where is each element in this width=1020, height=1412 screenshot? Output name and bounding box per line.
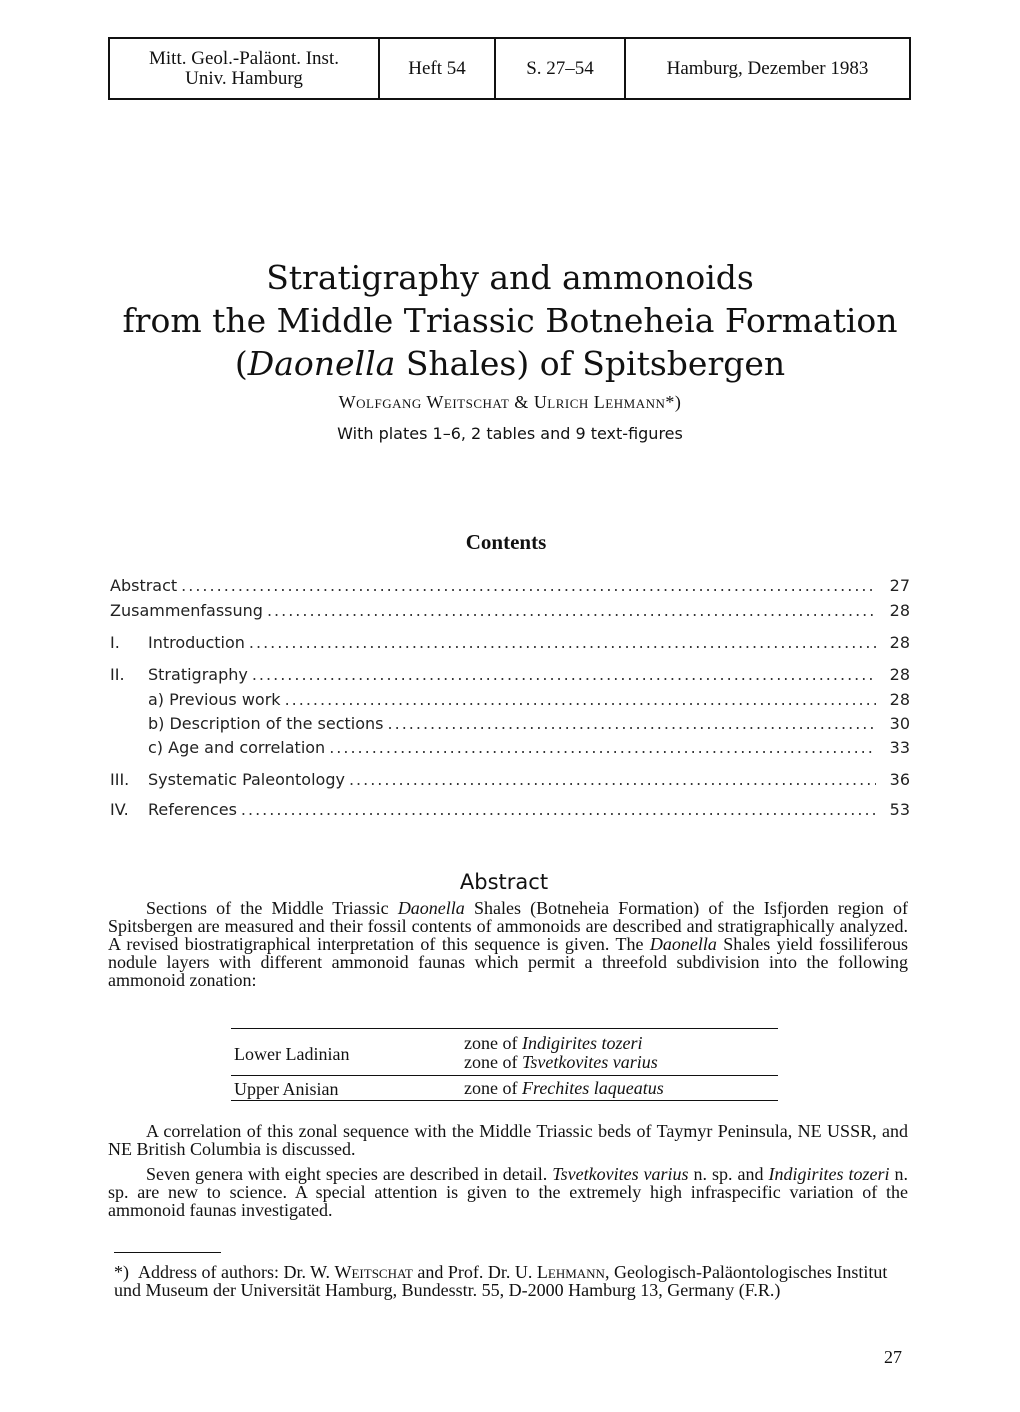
toc-entry-page: 28 [889,601,910,620]
toc-entry-label: Systematic Paleontology [148,770,345,789]
footnote-name-2: Lehmann [536,1262,605,1282]
title-line3-rest: Shales) of Spitsbergen [395,344,786,383]
toc-leader-dots [181,576,876,595]
toc-entry-number: IV. [110,800,129,819]
toc-entry-number: III. [110,770,130,789]
toc-leader-dots [267,601,876,620]
header-place-date: Hamburg, Dezember 1983 [666,57,869,79]
header-institute [110,39,380,98]
toc-entry-number: I. [110,633,120,652]
abstract-paragraph-1 [108,899,908,989]
p3-taxon-1: Tsvetkovites varius [552,1164,689,1184]
title-line2: from the Middle Triassic Botneheia Formation [122,301,898,340]
toc-entry-page: 28 [889,665,910,684]
toc-entry-page: 28 [889,633,910,652]
p3-text-a: Seven genera with eight species are described in detail. [146,1164,553,1184]
toc-entry-label: b) Description of the sections [148,714,384,733]
title-genus: Daonella [247,344,396,383]
zone-1-prefix: zone of [464,1033,522,1053]
toc-entry-page: 33 [889,738,910,757]
zonation-zone-1 [464,1034,642,1052]
author-footnote-mark: *) [665,392,682,412]
header-issue: Heft 54 [380,39,496,98]
zonation-stage-1: Lower Ladinian [234,1044,350,1064]
toc-entry-label: Abstract [110,576,178,595]
zone-3-prefix: zone of [464,1078,522,1098]
p3-text-c: n. sp. are new to science. A special attention is given to the extremely high infraspecific variation of the ammonoid faunas investigated. [108,1164,909,1220]
toc-leader-dots [285,690,876,709]
toc-entry-page: 28 [889,690,910,709]
footnote-rule [114,1252,221,1253]
toc-leader-dots [349,770,876,789]
title-line1: Stratigraphy and ammonoids [266,258,754,297]
toc-leader-dots [329,738,876,757]
toc-entry [110,800,910,824]
zone-2-taxon: Tsvetkovites varius [521,1052,658,1072]
toc-entry [110,714,910,738]
toc-entry-number: II. [110,665,125,684]
p1-genus-1: Daonella [397,898,465,918]
toc-leader-dots [249,633,876,652]
toc-entry-page: 53 [889,800,910,819]
authors [0,392,1020,413]
toc-leader-dots [252,665,876,684]
footnote-text-c: , Geologisch-Paläontologisches Institut und Museum der Universität Hamburg, Bundesstr. 55, D-2000 Hamburg 13, Germany (F.R.) [114,1262,888,1300]
p1-text-c: Shales yield fossiliferous nodule layers with different ammonoid faunas which permit a threefold subdivision into the following ammonoid zonation: [108,934,908,990]
p3-taxon-2: Indigirites tozeri [768,1164,890,1184]
author-1: Wolfgang Weitschat [338,392,510,412]
toc-leader-dots [241,800,876,819]
toc-entry-page: 30 [889,714,910,733]
abstract-paragraph-2: A correlation of this zonal sequence with the Middle Triassic beds of Taymyr Peninsula, NE USSR, and NE British Columbia is discussed. [108,1121,908,1159]
footnote-mark: *) [114,1262,129,1282]
zonation-stage-2: Upper Anisian [234,1079,339,1099]
author-2: Ulrich Lehmann [533,392,666,412]
header-institute-line1: Mitt. Geol.-Paläont. Inst. [149,47,339,69]
toc-entry [110,770,910,794]
toc-entry-page: 36 [889,770,910,789]
journal-header [108,37,911,100]
contents-heading: Contents [465,530,547,554]
toc-entry-label: Zusammenfassung [110,601,263,620]
zone-3-taxon: Frechites laqueatus [521,1078,664,1098]
title-line3 [0,342,1020,385]
zonation-zone-3 [464,1079,664,1097]
toc-entry [110,601,910,625]
toc-leader-dots [388,714,876,733]
abstract-paragraph-3 [108,1165,908,1219]
toc-entry-label: a) Previous work [148,690,281,709]
toc-entry [110,690,910,714]
author-amp: & [509,392,534,412]
zonation-bottom-rule [231,1100,778,1101]
zonation-zone-2 [464,1053,658,1071]
p3-text-b: n. sp. and [688,1164,769,1184]
footnote-text-a: Address of authors: Dr. W. [138,1262,335,1282]
toc-entry-page: 27 [889,576,910,595]
toc-entry-label: c) Age and correlation [148,738,326,757]
zonation-mid-rule [231,1075,778,1076]
toc-entry [110,633,910,657]
plates-info: With plates 1–6, 2 tables and 9 text-figures [337,424,683,443]
title-paren: ( [234,344,248,383]
footnote-text-b: and Prof. Dr. U. [412,1262,537,1282]
p1-genus-2: Daonella [649,934,717,954]
zone-1-taxon: Indigirites tozeri [521,1033,643,1053]
page-number: 27 [884,1347,902,1367]
p1-text-b: Shales (Botneheia Formation) of the Isfjorden region of Spitsbergen are measured and their fossil contents of ammonoids are described and stratigraphically analyzed. A revised biostratigraphical interpretation of this sequence is given. The [108,898,908,954]
p1-text-a: Sections of the Middle Triassic [146,898,398,918]
toc-entry-label: Introduction [148,633,245,652]
header-pages: S. 27–54 [496,39,626,98]
toc-entry-label: References [148,800,237,819]
header-institute-line2: Univ. Hamburg [185,67,303,89]
toc-entry [110,665,910,689]
zonation-top-rule [231,1028,778,1029]
toc-entry [110,576,910,600]
paper-title [0,256,1020,385]
toc-entry [110,738,910,762]
abstract-heading: Abstract [459,870,549,894]
footnote [114,1263,909,1299]
toc-entry-label: Stratigraphy [148,665,248,684]
zone-2-prefix: zone of [464,1052,522,1072]
footnote-name-1: Weitschat [334,1262,413,1282]
